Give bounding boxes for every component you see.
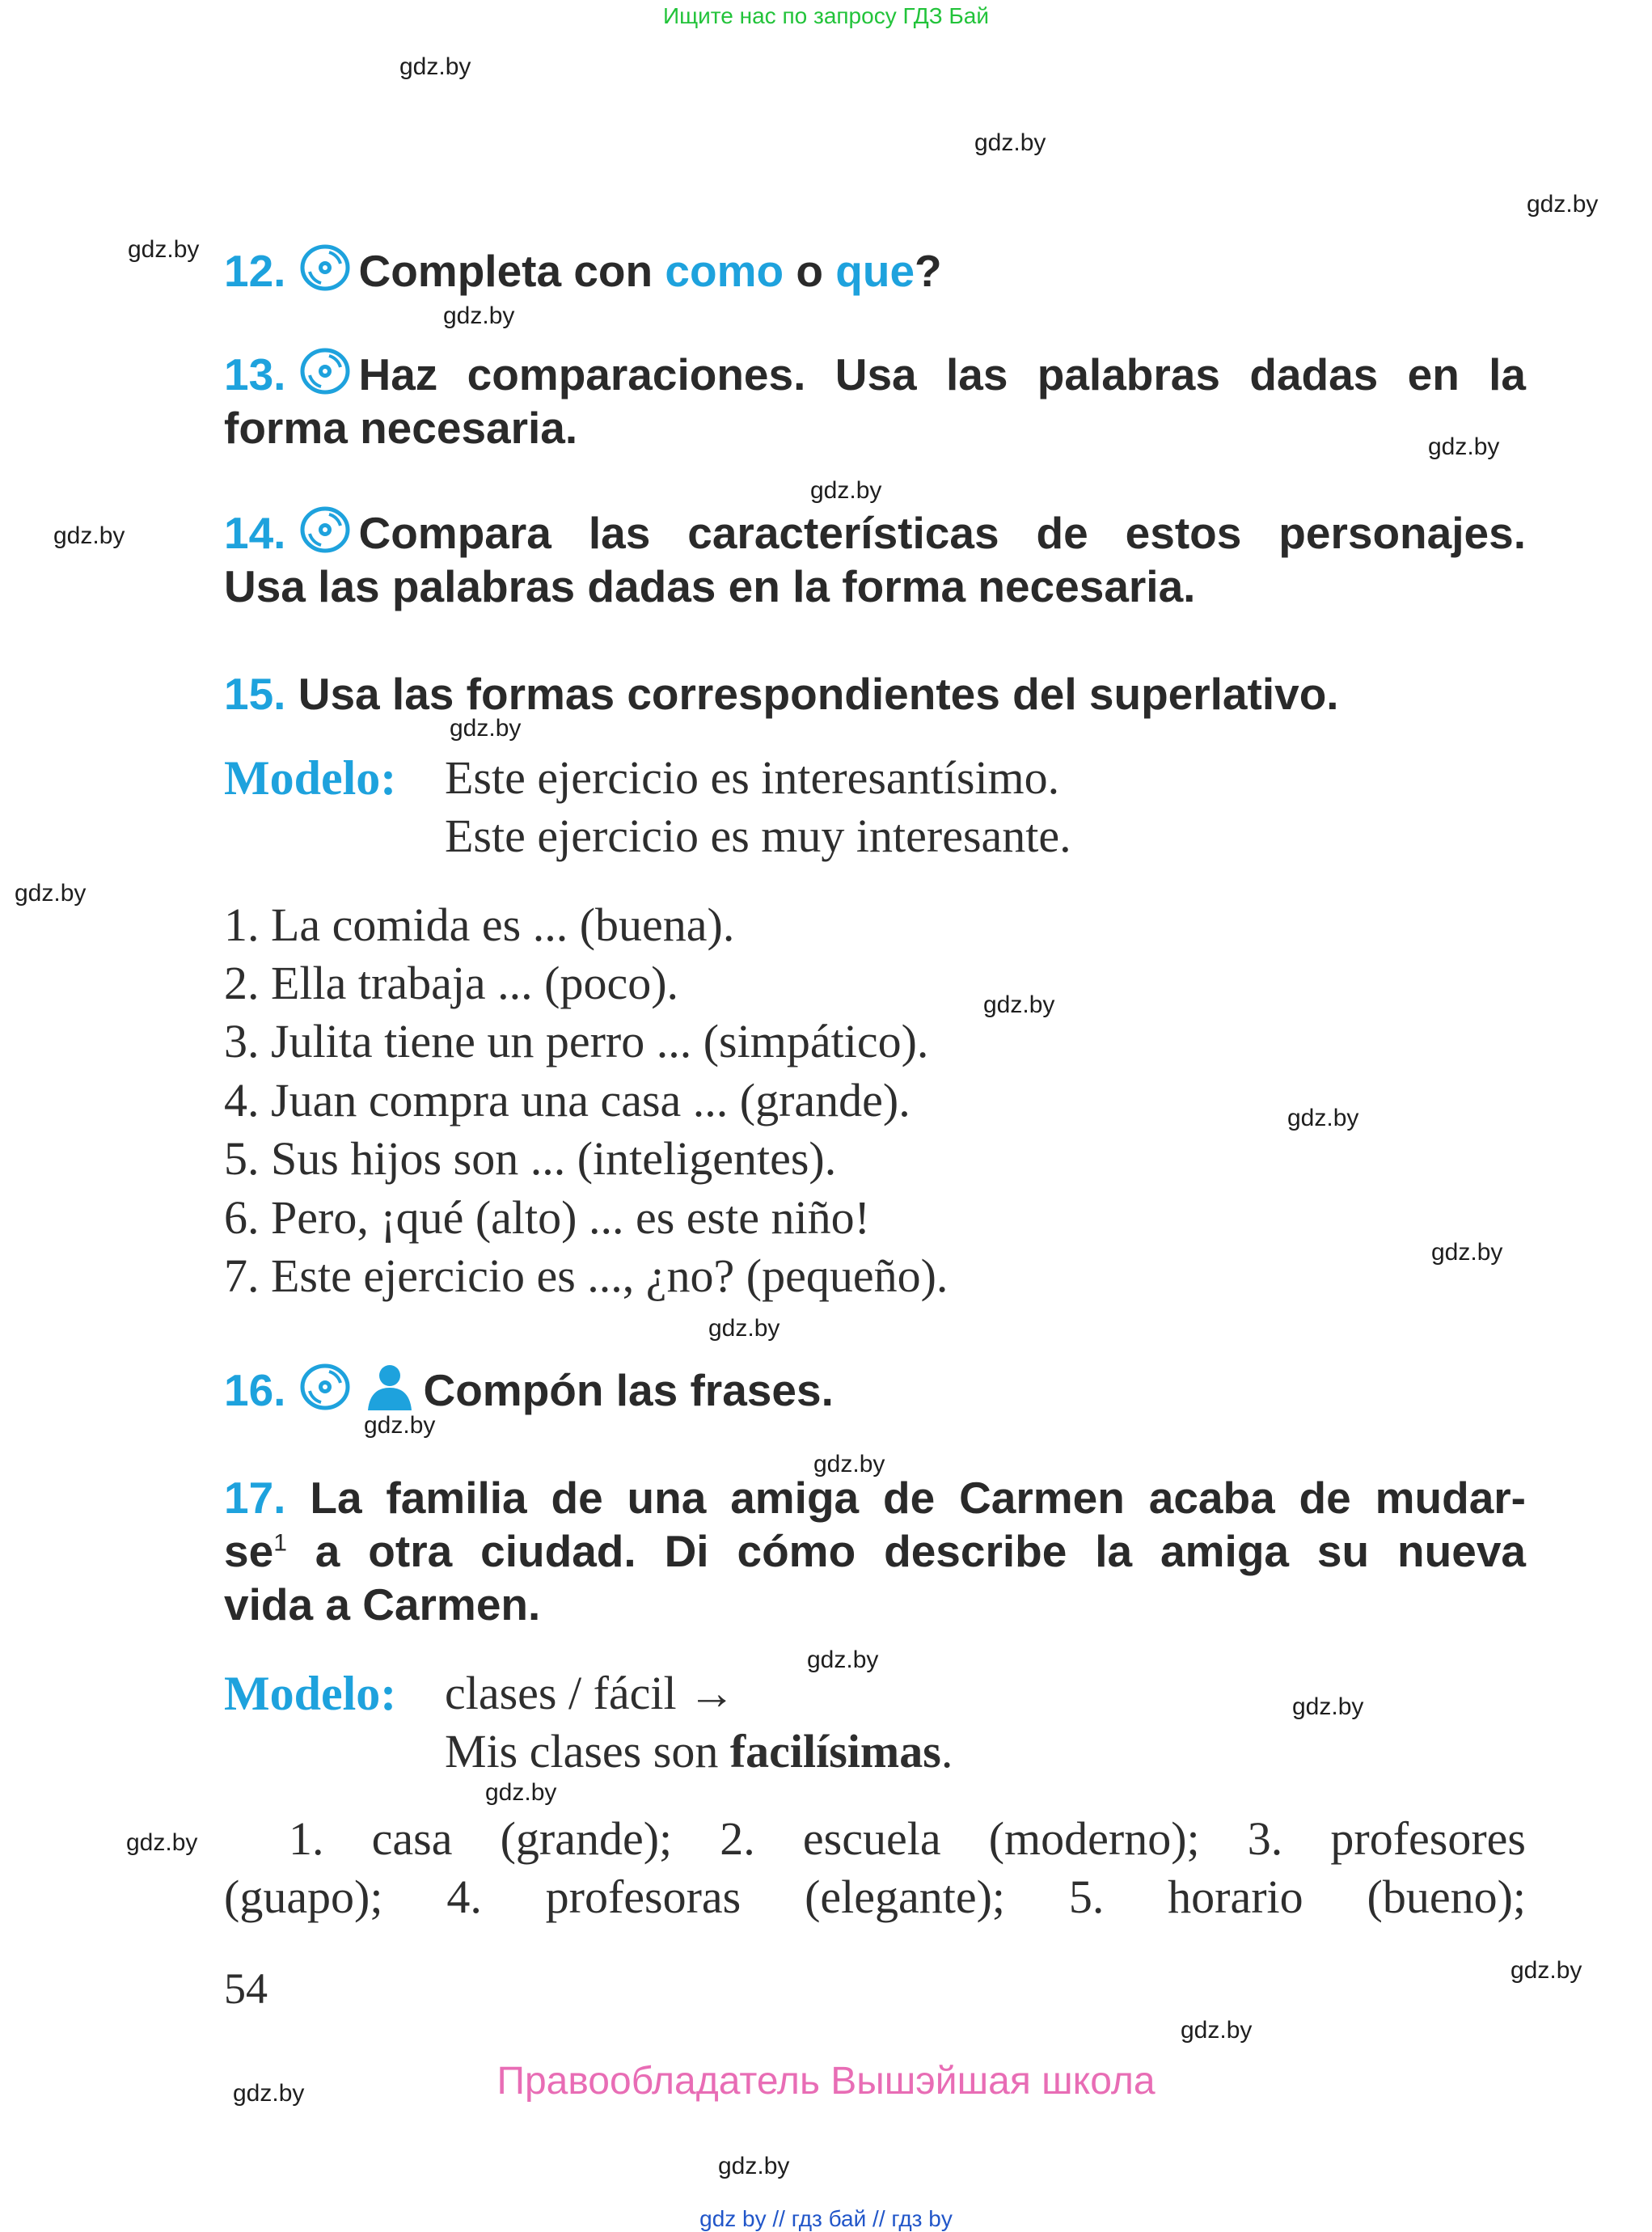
watermark: gdz.by (813, 1451, 885, 1477)
modelo-line (445, 1724, 953, 1778)
exercise-14 (224, 506, 1526, 612)
exercise-body-line: (guapo); 4. profesoras (elegante); 5. horario (bueno); (224, 1871, 1526, 1923)
exercise-text: Compara las características de estos personajes. (358, 508, 1526, 558)
exercise-body-line (224, 1811, 1526, 1866)
exercise-text: se (224, 1526, 274, 1576)
watermark: gdz.by (443, 302, 515, 329)
audio-disc-icon (300, 348, 350, 395)
exercise-12 (224, 244, 942, 297)
modelo-text: Mis clases son (445, 1725, 730, 1778)
search-hint: Ищите нас по запросу ГДЗ Бай (662, 3, 990, 28)
page-number: 54 (224, 1964, 268, 2013)
exercise-text: 1. casa (grande); 2. escuela (moderno); 3. profesores (289, 1812, 1526, 1865)
watermark: gdz.by (1287, 1105, 1359, 1131)
exercise-item: 6. Pero, ¡qué (alto) ... es este niño! (224, 1191, 870, 1244)
exercise-number: 16. (224, 1365, 286, 1415)
exercise-17 (224, 1472, 1526, 1630)
exercise-number: 15. (224, 669, 286, 719)
exercise-text: a otra ciudad. Di cómo describe la amiga su nueva (286, 1526, 1526, 1576)
watermark: gdz.by (1510, 1957, 1582, 1984)
watermark: gdz.by (128, 236, 200, 263)
watermark: gdz.by (126, 1829, 198, 1856)
exercise-number: 14. (224, 508, 286, 558)
watermark: gdz.by (364, 1412, 436, 1439)
watermark: gdz.by (233, 2080, 305, 2107)
exercise-text: Compón las frases. (423, 1365, 834, 1415)
modelo-line: clases / fácil → (445, 1667, 736, 1719)
audio-disc-icon (300, 506, 350, 553)
modelo-bold-word: facilísimas (729, 1725, 941, 1778)
person-icon (365, 1363, 415, 1410)
modelo-line: Este ejercicio es muy interesante. (445, 810, 1071, 862)
exercise-text: ? (915, 246, 942, 296)
rights-holder: Правообладатель Вышэйшая школа (496, 2060, 1156, 2103)
watermark: gdz.by (1527, 191, 1599, 218)
exercise-item: 2. Ella trabaja ... (poco). (224, 957, 679, 1009)
watermark: gdz.by (485, 1779, 557, 1806)
highlight-word: como (665, 246, 784, 296)
watermark: gdz.by (53, 522, 125, 549)
modelo-text: . (940, 1725, 953, 1778)
exercise-text: forma necesaria. (224, 403, 578, 453)
exercise-item: 1. La comida es ... (buena). (224, 898, 735, 951)
exercise-item: 4. Juan compra una casa ... (grande). (224, 1074, 911, 1127)
bottom-links[interactable]: gdz by // гдз бай // гдз by (699, 2206, 953, 2231)
exercise-text: o (784, 246, 836, 296)
exercise-13 (224, 348, 1526, 454)
exercise-number: 13. (224, 349, 286, 399)
exercise-text: Usa las formas correspondientes del superlativo. (298, 669, 1339, 719)
watermark: gdz.by (708, 1315, 780, 1342)
exercise-text: Completa con (358, 246, 665, 296)
footnote-mark: 1 (273, 1529, 287, 1557)
exercise-item: 3. Julita tiene un perro ... (simpático). (224, 1015, 929, 1067)
audio-disc-icon (300, 244, 350, 291)
watermark: gdz.by (810, 477, 882, 504)
exercise-text: Usa las palabras dadas en la forma necesaria. (224, 561, 1196, 611)
watermark: gdz.by (718, 2153, 790, 2179)
watermark: gdz.by (1292, 1693, 1364, 1720)
audio-disc-icon (300, 1363, 350, 1410)
exercise-text: Haz comparaciones. Usa las palabras dadas en la (358, 349, 1526, 399)
watermark: gdz.by (450, 715, 522, 742)
exercise-text: vida a Carmen. (224, 1579, 541, 1630)
watermark: gdz.by (983, 991, 1055, 1018)
watermark: gdz.by (1428, 433, 1500, 460)
watermark: gdz.by (1181, 2017, 1253, 2044)
highlight-word: que (835, 246, 915, 296)
watermark: gdz.by (807, 1647, 879, 1673)
exercise-item: 5. Sus hijos son ... (inteligentes). (224, 1132, 837, 1185)
modelo-line: Este ejercicio es interesantísimo. (445, 751, 1060, 804)
exercise-text: La familia de una amiga de Carmen acaba de mudar- (310, 1473, 1526, 1523)
watermark: gdz.by (15, 880, 87, 907)
exercise-16 (224, 1363, 834, 1416)
exercise-number: 12. (224, 246, 286, 296)
exercise-item: 7. Este ejercicio es ..., ¿no? (pequeño). (224, 1249, 949, 1302)
modelo-label: Modelo: (224, 751, 397, 805)
watermark: gdz.by (399, 53, 471, 80)
watermark: gdz.by (1431, 1239, 1503, 1266)
exercise-15-title (224, 668, 1339, 720)
exercise-number: 17. (224, 1473, 286, 1523)
modelo-label: Modelo: (224, 1667, 397, 1720)
watermark: gdz.by (974, 129, 1046, 156)
